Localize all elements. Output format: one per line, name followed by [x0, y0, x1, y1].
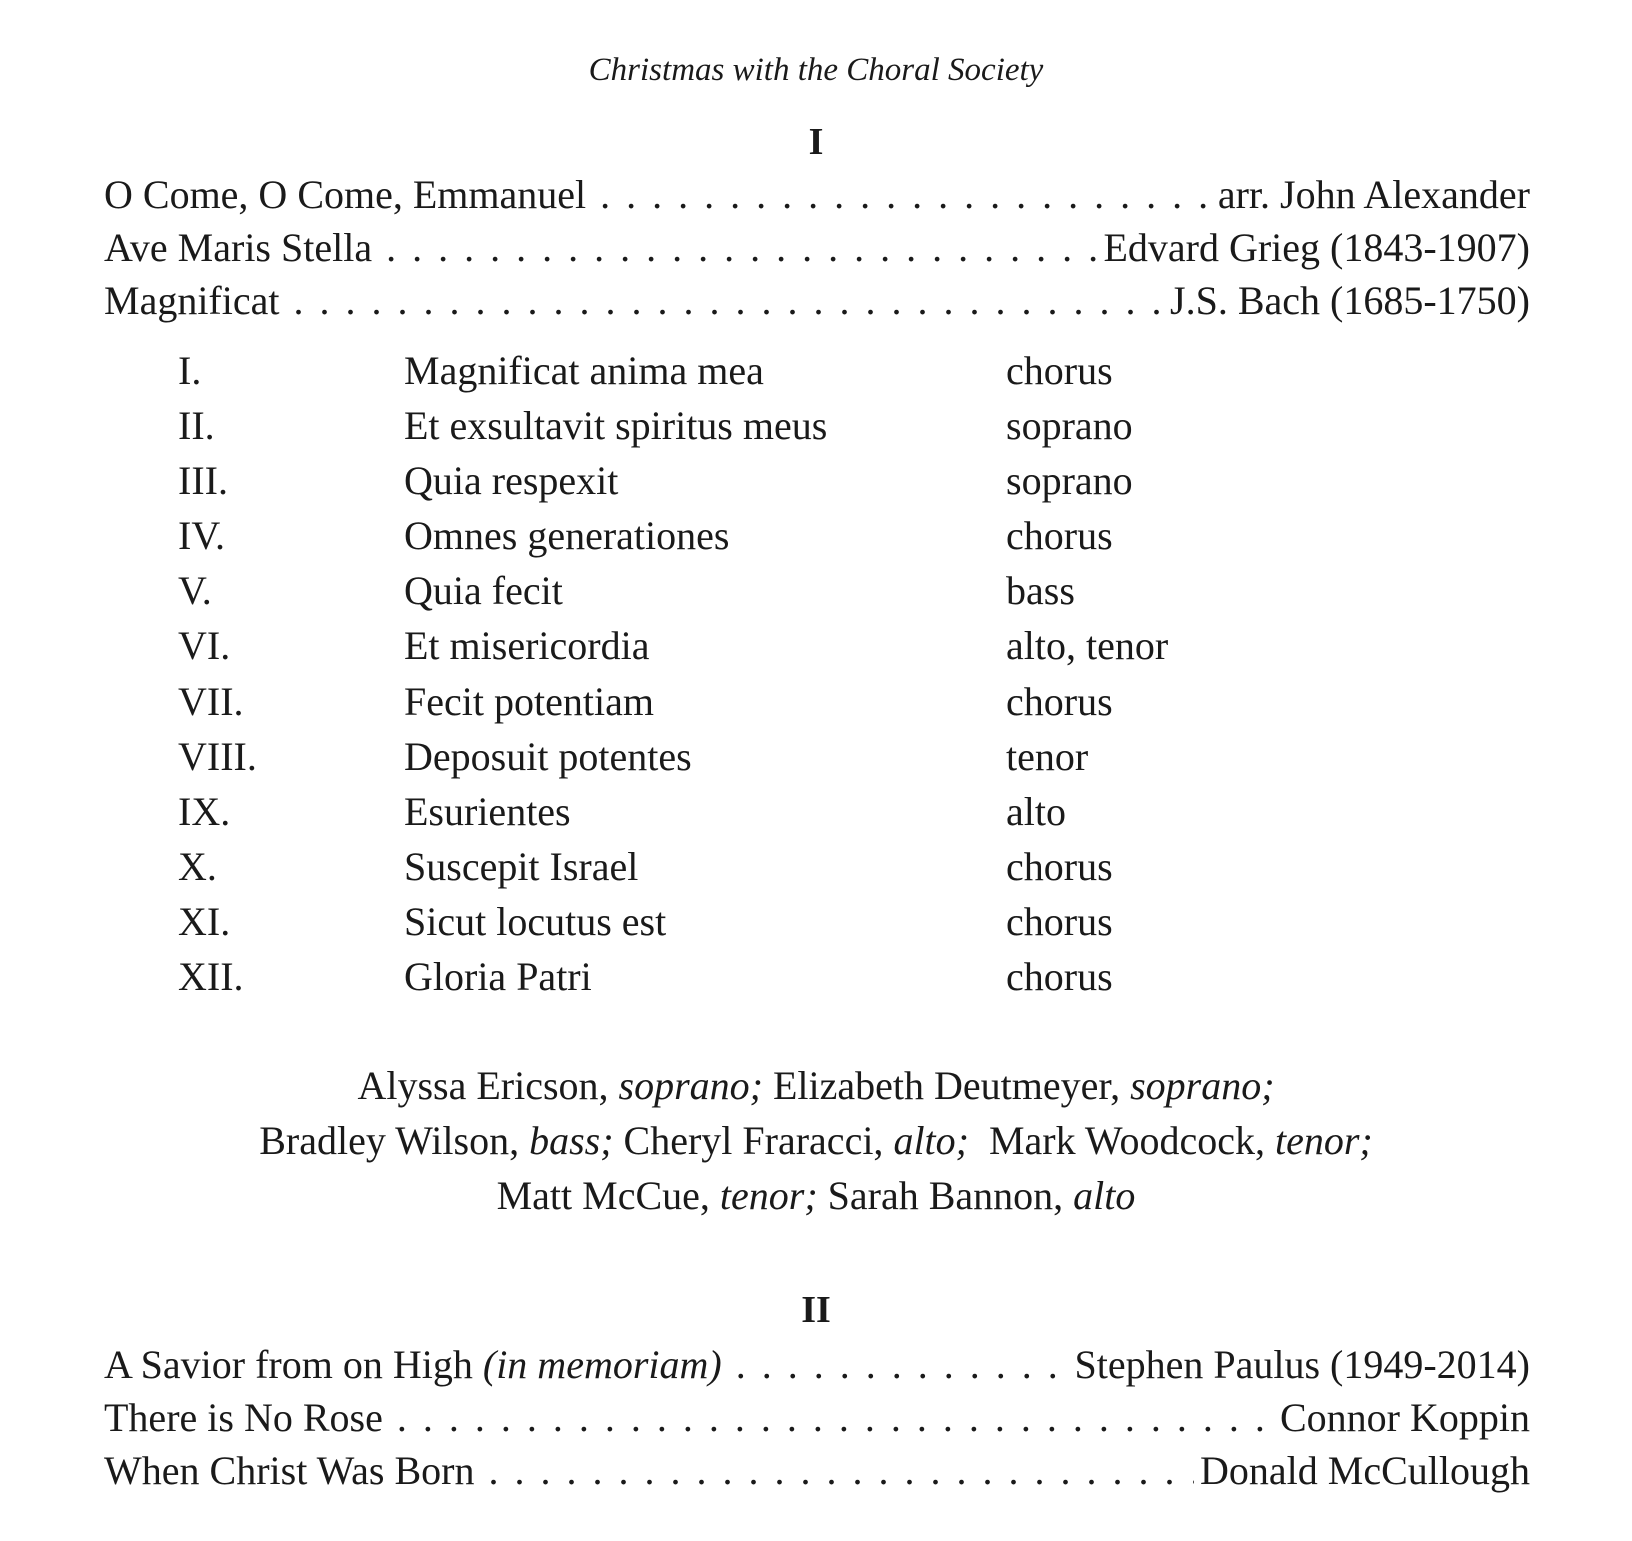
movement-title: Quia fecit [404, 568, 563, 614]
page-header-title: Christmas with the Choral Society [588, 52, 1044, 88]
soloist-voice: alto [1073, 1173, 1136, 1218]
movement-row [0, 508, 1632, 563]
program-item [104, 223, 1530, 273]
movement-number: XII. [178, 954, 244, 1000]
movement-voice: chorus [1006, 954, 1113, 1000]
movement-title: Quia respexit [404, 458, 619, 504]
soloist-voice: soprano; [1130, 1063, 1275, 1108]
soloist-name: Mark Woodcock, [988, 1118, 1265, 1163]
piece-title: Ave Maris Stella [104, 225, 373, 270]
movement-title: Suscepit Israel [404, 843, 639, 889]
movement-row [0, 839, 1632, 894]
soloists-credits [0, 1058, 1632, 1223]
soloist-voice: tenor; [1274, 1118, 1373, 1163]
piece-composer: Donald McCullough [1200, 1448, 1530, 1493]
movement-title: Sicut locutus est [404, 898, 667, 944]
soloists-line [0, 1113, 1632, 1168]
soloist-name: Alyssa Ericson, [357, 1063, 609, 1108]
movement-row [0, 563, 1632, 618]
movement-number: IV. [178, 513, 226, 559]
movement-number: II. [178, 403, 215, 449]
program-item [104, 170, 1530, 220]
movement-voice: chorus [1006, 843, 1113, 889]
soloist-voice: tenor; [719, 1173, 818, 1218]
movement-voice: chorus [1006, 513, 1113, 559]
movement-row [0, 784, 1632, 839]
dot-leader [600, 170, 1212, 220]
movement-voice: chorus [1006, 348, 1113, 393]
movement-title: Et exsultavit spiritus meus [404, 403, 828, 449]
movement-list [0, 343, 1632, 1004]
movement-row [0, 894, 1632, 949]
piece-title: There is No Rose [104, 1395, 383, 1440]
movement-voice: alto [1006, 788, 1066, 834]
movement-row [0, 398, 1632, 453]
dot-leader [294, 276, 1165, 326]
section-heading-2: II [801, 1289, 831, 1331]
piece-composer: J.S. Bach (1685-1750) [1170, 278, 1530, 323]
movement-title: Gloria Patri [404, 954, 592, 1000]
piece-title: Magnificat [104, 278, 280, 323]
movement-number: IX. [178, 788, 231, 834]
movement-row [0, 343, 1632, 398]
movement-title: Deposuit potentes [404, 733, 692, 779]
program-item [104, 1393, 1530, 1443]
soloist-voice: soprano; [618, 1063, 763, 1108]
dot-leader [386, 223, 1097, 273]
movement-title: Fecit potentiam [404, 678, 654, 724]
soloist-name: Sarah Bannon, [827, 1173, 1064, 1218]
movement-number: VII. [178, 678, 244, 724]
movement-voice: alto, tenor [1006, 623, 1169, 669]
soloist-name: Matt McCue, [496, 1173, 710, 1218]
program-item [104, 276, 1530, 326]
soloist-name: Cheryl Fraracci, [623, 1118, 884, 1163]
piece-title: O Come, O Come, Emmanuel [104, 172, 587, 217]
movement-number: I. [178, 348, 202, 393]
movement-number: VI. [178, 623, 231, 669]
movement-voice: bass [1006, 568, 1075, 614]
piece-composer: Connor Koppin [1280, 1395, 1530, 1440]
piece-title: When Christ Was Born [104, 1448, 475, 1493]
movement-number: VIII. [178, 733, 257, 779]
movement-number: XI. [178, 898, 231, 944]
program-item [104, 1340, 1530, 1390]
movement-voice: chorus [1006, 678, 1113, 724]
movement-row [0, 618, 1632, 673]
movement-voice: soprano [1006, 458, 1133, 504]
movement-number: V. [178, 568, 212, 614]
movement-voice: soprano [1006, 403, 1133, 449]
piece-composer: Edvard Grieg (1843-1907) [1103, 225, 1530, 270]
movement-row [0, 949, 1632, 1004]
movement-title: Et misericordia [404, 623, 650, 669]
movement-title: Omnes generationes [404, 513, 730, 559]
piece-composer: Stephen Paulus (1949-2014) [1074, 1342, 1530, 1387]
soloists-line [0, 1168, 1632, 1223]
soloist-voice: bass; [529, 1118, 614, 1163]
section-heading-1: I [808, 121, 824, 163]
soloist-voice: alto; [893, 1118, 969, 1163]
movement-voice: tenor [1006, 733, 1089, 779]
program-item [104, 1446, 1530, 1496]
piece-title-text: A Savior from on High [104, 1342, 473, 1387]
piece-note: (in memoriam) [482, 1342, 722, 1387]
dot-leader [488, 1446, 1194, 1496]
soloist-name: Bradley Wilson, [259, 1118, 520, 1163]
dot-leader [397, 1393, 1274, 1443]
movement-voice: chorus [1006, 898, 1113, 944]
movement-title: Esurientes [404, 788, 571, 834]
movement-row [0, 453, 1632, 508]
piece-composer: arr. John Alexander [1217, 172, 1530, 217]
piece-title [104, 1340, 722, 1390]
soloist-name: Elizabeth Deutmeyer, [772, 1063, 1121, 1108]
movement-row [0, 729, 1632, 784]
movement-title: Magnificat anima mea [404, 348, 764, 393]
dot-leader [736, 1340, 1069, 1390]
soloists-line [0, 1058, 1632, 1113]
movement-row [0, 674, 1632, 729]
movement-number: III. [178, 458, 228, 504]
movement-number: X. [178, 843, 217, 889]
